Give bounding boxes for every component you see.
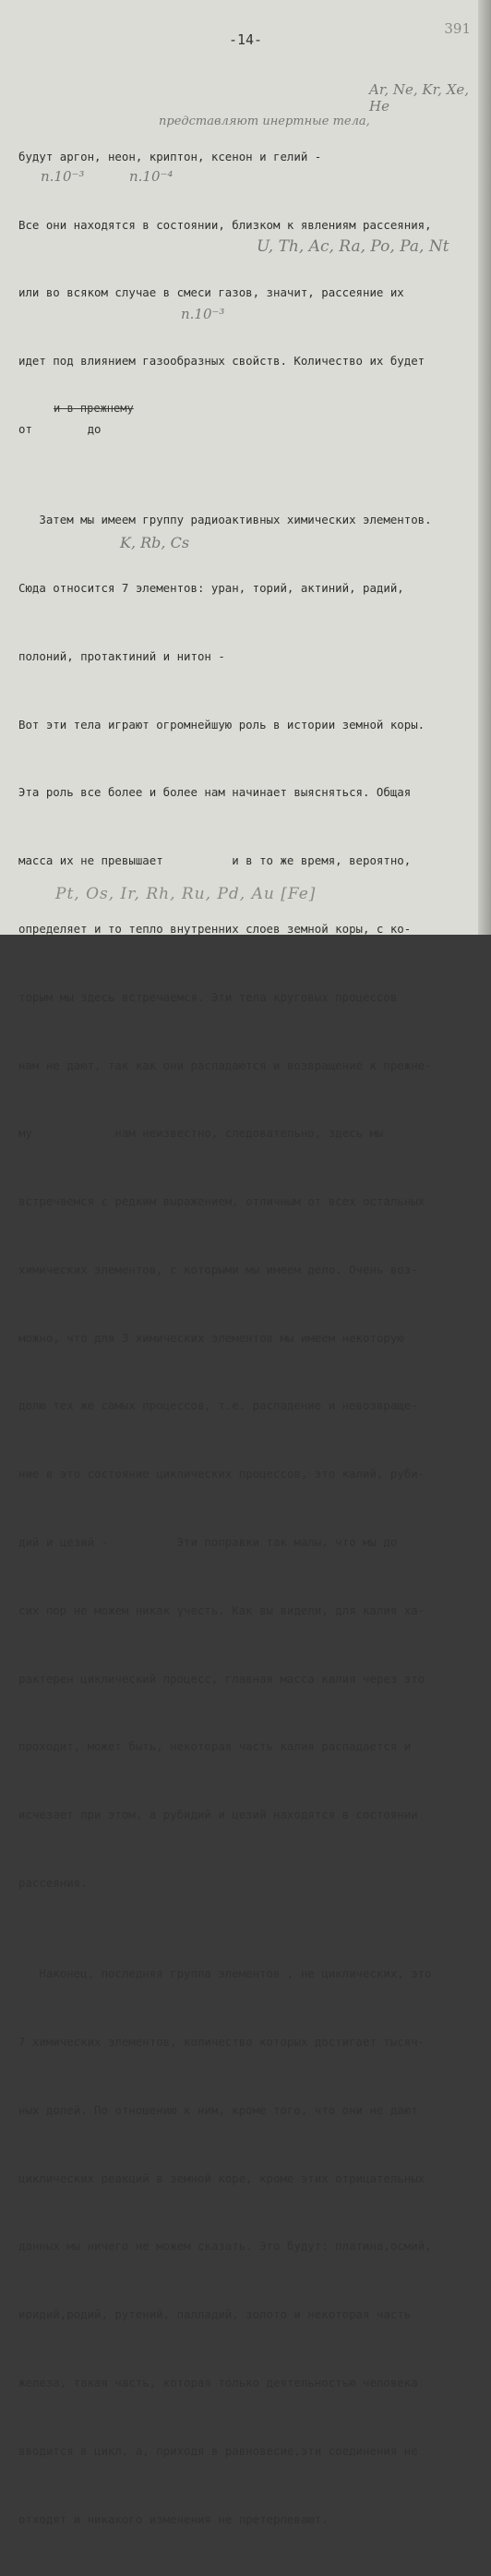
struck-out-text: и в прежнему [54, 402, 134, 415]
text-line: можно, что для 3 химических элементов мы имеем некоторую [18, 1330, 404, 1345]
text-line: встречаемся с редким выражением, отличным от всех остальных [18, 1194, 425, 1209]
text-line: циклических реакций в земной коре, кроме этих отрицательных [18, 2171, 425, 2185]
text-line: химических элементов, с которыми мы имеем дело. Очень воз- [18, 1262, 418, 1276]
text-line: исчезает при этом, а рубидий и цезий находятся в состоянии [18, 1808, 418, 1822]
text-line: торым мы здесь встречаемся. Эти тела круговых процессов [18, 989, 398, 1004]
text-line: отходят и никакого изменения не претерпевают. [18, 2511, 329, 2526]
text-line: 7 химических элементов, количество которых достигает тысяч- [18, 2035, 425, 2050]
text-line: полоний, протактиний и нитон - [18, 648, 225, 663]
text-line: рассеяния. [18, 1875, 88, 1890]
text-line: му нам неизвестно, следовательно, здесь мы [18, 1126, 384, 1141]
page-edge-shadow [478, 0, 491, 935]
text-line: нам не дают, так как они распадаются и возвращение к прежне- [18, 1058, 432, 1072]
text-line: проходит, может быть, некоторая часть калия распадается и [18, 1739, 412, 1754]
text-line: вводится в цикл, а, приходя в равновесие,эти соединения не [18, 2443, 418, 2458]
handwritten-alkali-symbols: K, Rb, Cs [120, 534, 190, 551]
text-line: будут аргон, неон, криптон, ксенон и гелий - [18, 149, 322, 163]
text-line: Все они находятся в состоянии, близком к явлениям рассеяния, [18, 217, 432, 232]
text-line: или во всяком случае в смеси газов, значит, рассеяние их [18, 285, 404, 300]
text-line: Сюда относится 7 элементов: уран, торий, актиний, радий, [18, 581, 404, 596]
text-line: Эта роль все более и более нам начинает выясняться. Общая [18, 785, 412, 800]
text-line: идет под влиянием газообразных свойств. Количество их будет [18, 354, 425, 369]
text-line: сих пор не можем никак учесть. Как вы видели, для калия ха- [18, 1602, 425, 1617]
handwritten-amount-from: n.10⁻³ [41, 168, 85, 185]
text-line: Затем мы имеем группу радиоактивных химических элементов. [18, 513, 432, 527]
text-line: Наконец, последняя группа элементов , не циклических, это [18, 1966, 432, 1981]
text-line: долю тех же самых процессов, т.е. распадение и невозвраще- [18, 1398, 418, 1413]
page-number: -14- [228, 31, 263, 48]
handwritten-amount-to: n.10⁻⁴ [129, 168, 174, 185]
text-line: данных мы ничего не можем сказать. Это будут: платина,осмий, [18, 2239, 432, 2254]
text-line: рактерен циклический процесс, главная масса калия через это [18, 1671, 425, 1686]
handwritten-platinum-symbols: Pt, Os, Ir, Rh, Ru, Pd, Au [Fe] [55, 885, 317, 903]
archive-page-number: 391 [444, 20, 471, 37]
text-line: определяет и то тепло внутренних слоев земной коры, с ко- [18, 921, 412, 936]
handwritten-insertion: представляют инертные тела, [159, 115, 370, 128]
text-line: железа, такая часть, которая только деятельностью человека [18, 2375, 418, 2389]
handwritten-mass-limit: n.10⁻³ [181, 306, 225, 322]
text-line: дий и цезий - Эти поправки так малы, что мы до [18, 1535, 398, 1549]
text-line: иридий,родий, рутений, палладий, золото и некоторая часть [18, 2307, 412, 2322]
text-line: Вот эти тела играют огромнейшую роль в истории земной коры. [18, 717, 425, 732]
text-line: ние в это состояние циклических процессов, это калий, руби- [18, 1467, 425, 1482]
typed-text-body [18, 78, 480, 2576]
text-line: от до [18, 421, 102, 436]
handwritten-gas-symbols: Ar, Ne, Kr, Xe, He [369, 81, 470, 115]
text-line: ных долей. По отношению к ним, кроме того, что они не дают [18, 2102, 418, 2117]
text-line: масса их не превышает и в то же время, вероятно, [18, 853, 412, 868]
handwritten-radioactive-symbols: U, Th, Ac, Ra, Po, Pa, Nt [257, 237, 449, 256]
